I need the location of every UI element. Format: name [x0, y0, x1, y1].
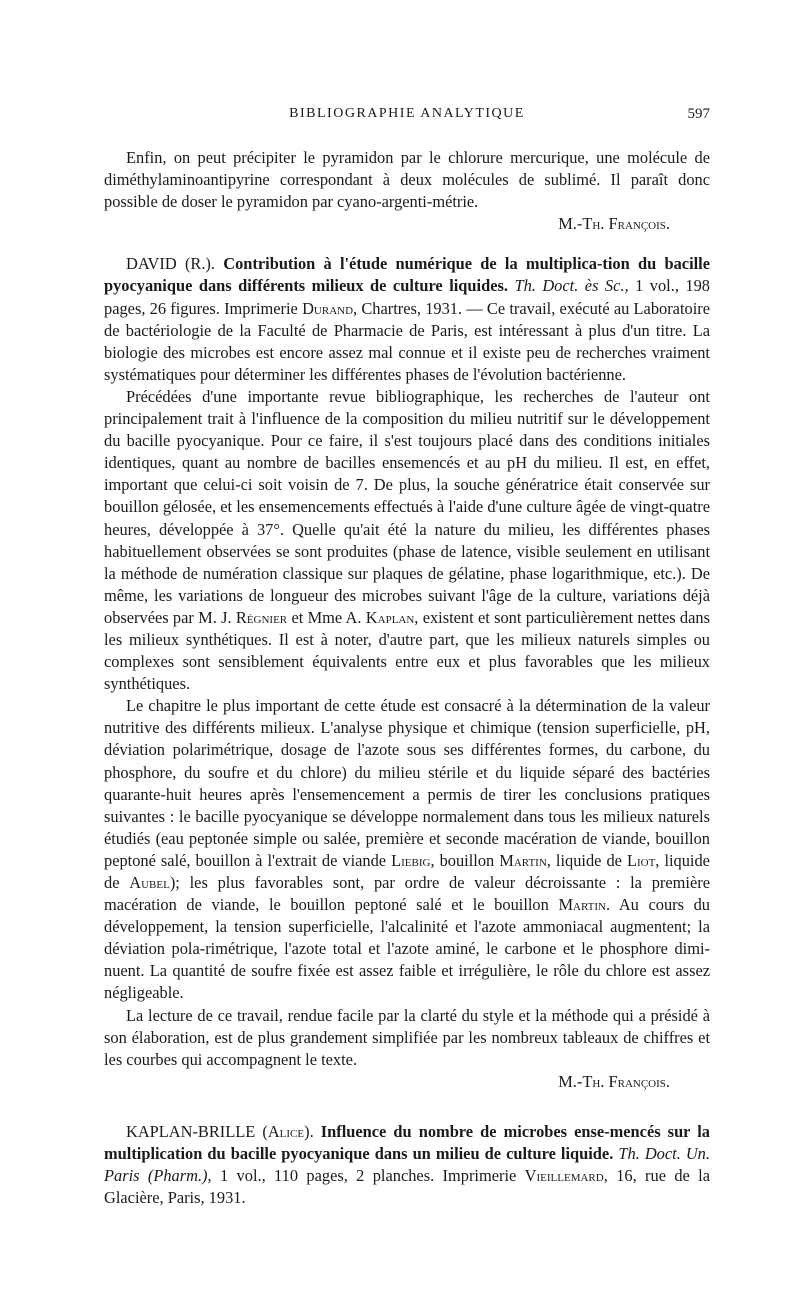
paragraph-text: les plus favorables sont, par ordre de valeur décroissante : la première macération de viande, le bouillon peptoné salé et le bouillon — [104, 873, 710, 915]
paragraph-text: et Mme A. — [291, 607, 362, 627]
paragraph-text: Précédées d'une importante revue bibliographique, les recherches de l'auteur ont principalement trait à l'influence de la composition du milieu nutritif sur le développement du bacille pyocyanique. Pour ce faire, il s'est toujours placé dans des conditions initiales identiques, quant au nombre de bacilles ensemencés et au pH du milieu. Il est, en effet, important que celui-ci soit voisin de 7. De plus, la souche génératrice était conservée sur bouillon gélosée, et les ensemencements effectués à l'aide d'une culture âgée de vingt-quatre heures, développée à 37°. Quelle qu'ait été la nature du milieu, les différentes phases habituellement observées se sont produites (phase de latence, visible seulement en utilisant la méthode de numération classique sur plaques de gélatine, phase logarithmique, etc.). De même, les variations de longueur des microbes suivant l'âge de la culture, variations déjà observées par M. J. — [104, 386, 710, 627]
person-name: Liot, — [626, 850, 660, 870]
entry-paragraph: La lecture de ce travail, rendue facile par la clarté du style et la méthode qui a présidé à son élaboration, est de plus grandement simplifiée par les nombreux tableaux de chiffres et les courbes qui accompagnent le texte. — [104, 1005, 710, 1069]
entry-signature — [104, 1071, 710, 1093]
entry-paragraph — [104, 253, 710, 386]
paragraph-text: Le chapitre le plus important de cette étude est consacré à la détermination de la valeur nutritive des différents milieux. L'analyse physique et chimique (tension superficielle, pH, déviation polarimétrique, dosage de l'azote sous ses différentes formes, du carbone, du phosphore, du soufre et du chlore) du milieu stérile et du liquide séparé des bactéries quarante-huit heures après l'ensemencement a permis de tirer les conclusions pratiques suivantes : le bacille pyocyanique se développe normalement dans tous les milieux naturels étudiés (eau peptonée simple ou salée, première et seconde macération de viande, bouillon peptoné salé, bouillon à l'extrait de viande — [104, 696, 710, 870]
intro-paragraph: Enfin, on peut précipiter le pyramidon par le chlorure mercurique, une molécule de diméthylaminoantipyrine correspondant à deux molécules de sublimé. Il paraît donc possible de doser le pyramidon par cyano-argenti-métrie. — [104, 148, 710, 212]
paragraph-text: liquide de — [555, 850, 622, 870]
entry-place: 16, rue de la Glacière, Paris, 1931. — [104, 1166, 710, 1208]
entry-author: DAVID (R.). — [126, 254, 215, 274]
entry-details: 1 vol., 198 pages, 26 figures. Imprimerie — [104, 276, 710, 318]
entry-details: 1 vol., 110 pages, 2 planches. Imprimerie — [220, 1166, 517, 1186]
entry-title: Influence du nombre de microbes ense-mencés sur la multiplication du bacille pyocyanique dans un milieu de culture liquide. — [104, 1121, 710, 1164]
signature-text: M.-Th. François. — [558, 1071, 670, 1091]
person-name: Martin. — [558, 895, 611, 915]
person-name: Régnier — [235, 607, 288, 627]
page-body — [104, 147, 710, 1209]
bibliography-entry-david — [104, 253, 710, 1093]
entry-paragraph — [104, 386, 710, 695]
signature-text: M.-Th. François. — [558, 214, 670, 234]
entry-paragraph — [104, 695, 710, 1004]
page-header — [104, 106, 710, 128]
entry-printer: Durand, — [302, 298, 358, 318]
running-title: BIBLIOGRAPHIE ANALYTIQUE — [289, 106, 525, 121]
entry-paragraph — [104, 1121, 710, 1209]
entry-degree: Th. Doct. Un. Paris (Pharm.), — [104, 1144, 710, 1186]
person-name: Kaplan, — [365, 607, 419, 627]
bibliography-entry-kaplan-brille — [104, 1121, 710, 1209]
entry-summary: Chartres, 1931. — Ce travail, exécuté au Laboratoire de bactériologie de la Faculté de Pharmacie de Paris, est intéressant à plus d'un titre. La biologie des microbes est encore assez mal connue et il existe peu de recherches vraiment systématiques pour déterminer les différentes phases de l'évolution bactérienne. — [104, 298, 710, 384]
entry-title: Contribution à l'étude numérique de la multiplica-tion du bacille pyocyanique dans différents milieux de culture liquides. — [104, 254, 711, 296]
paragraph-text: Au cours du développement, la tension superficielle, l'alcalinité et l'azote ammoniacal augmentent; la déviation pola-rimétrique, l'azote total et l'azote aminé, le carbone et le phosphore dimi-nuent. La quantité de soufre fixée est assez faible et irrégulière, le rôle du chlore est assez négligeable. — [104, 895, 711, 1003]
entry-printer: Vieillemard, — [524, 1166, 608, 1186]
entry-author: KAPLAN-BRILLE (Alice). — [126, 1121, 314, 1141]
intro-signature — [104, 213, 710, 235]
paragraph-text: existent et sont particulièrement nettes dans les milieux synthétiques. Il est à noter, d'autre part, que les milieux naturels simples ou complexes sont sensiblement équivalents entre eux et plus favorables que les milieux synthétiques. — [104, 607, 710, 694]
person-name: Liebig, — [391, 850, 435, 870]
entry-degree: Th. Doct. ès Sc., — [514, 276, 629, 296]
page-number: 597 — [687, 106, 710, 122]
person-name: Aubel); — [129, 873, 180, 892]
paragraph-text: liquide de — [104, 850, 710, 892]
person-name: Martin, — [499, 850, 551, 870]
paragraph-text: bouillon — [439, 850, 495, 870]
